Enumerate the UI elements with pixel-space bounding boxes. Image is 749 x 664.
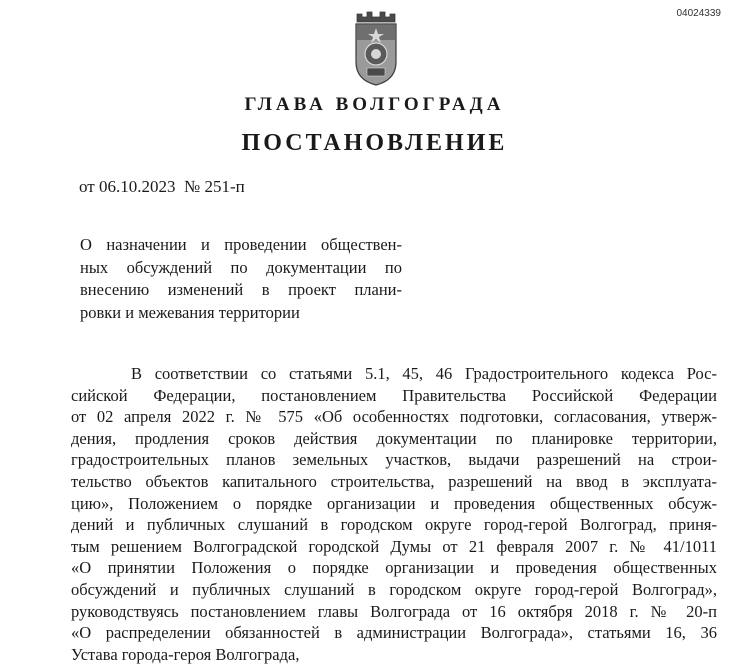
document-type-title: ПОСТАНОВЛЕНИЕ (241, 130, 508, 156)
subject-line: ровки и межевания территории (80, 302, 300, 322)
body-line: руководствуясь постановлением главы Волгограда от 16 октября 2018 г. № 20-п (71, 601, 717, 621)
body-line: тым решением Волгоградской городской Думы от 21 февраля 2007 г. № 41/1011 (71, 536, 717, 556)
body-line: цию», Положением о порядке организации и проведения общественных обсуж- (71, 493, 717, 513)
body-line: дения, продления сроков действия документации по планировке территории, (71, 428, 717, 448)
head-title: ГЛАВА ВОЛГОГРАДА (244, 94, 505, 115)
document-number: № 251-п (183, 177, 245, 196)
body-line: дений и публичных слушаний в городском округе город-герой Волгоград, приня- (71, 515, 717, 535)
body-line: сийской Федерации, постановлением Правительства Российской Федерации (71, 385, 717, 405)
document-date-number (79, 177, 245, 197)
body-line: Устава города-героя Волгограда, (71, 644, 300, 664)
body-line: обсуждений и публичных слушаний в городском округе город-герой Волгоград», (71, 579, 717, 599)
document-subject (80, 234, 402, 324)
volgograd-coat-of-arms-icon (353, 10, 399, 86)
document-date: от 06.10.2023 (79, 177, 176, 196)
subject-line: ных обсуждений по документации по (80, 257, 402, 277)
body-line: В соответствии со статьями 5.1, 45, 46 Градостроительного кодекса Рос- (131, 364, 717, 383)
body-line: «О принятии Положения о порядке организации и проведения общественных (71, 558, 717, 578)
document-code: 04024339 (676, 8, 721, 19)
body-line: градостроительных планов земельных участков, выдачи разрешений на строи- (71, 450, 717, 470)
body-line: «О распределении обязанностей в администрации Волгограда», статьями 16, 36 (71, 623, 717, 643)
body-line: от 02 апреля 2022 г. № 575 «Об особенностях подготовки, согласования, утверж- (71, 407, 717, 427)
document-body (71, 363, 717, 664)
subject-line: О назначении и проведении обществен- (80, 235, 402, 254)
body-line: тельство объектов капитального строительства, разрешений на ввод в эксплуата- (71, 471, 717, 491)
subject-line: внесению изменений в проект плани- (80, 280, 402, 299)
